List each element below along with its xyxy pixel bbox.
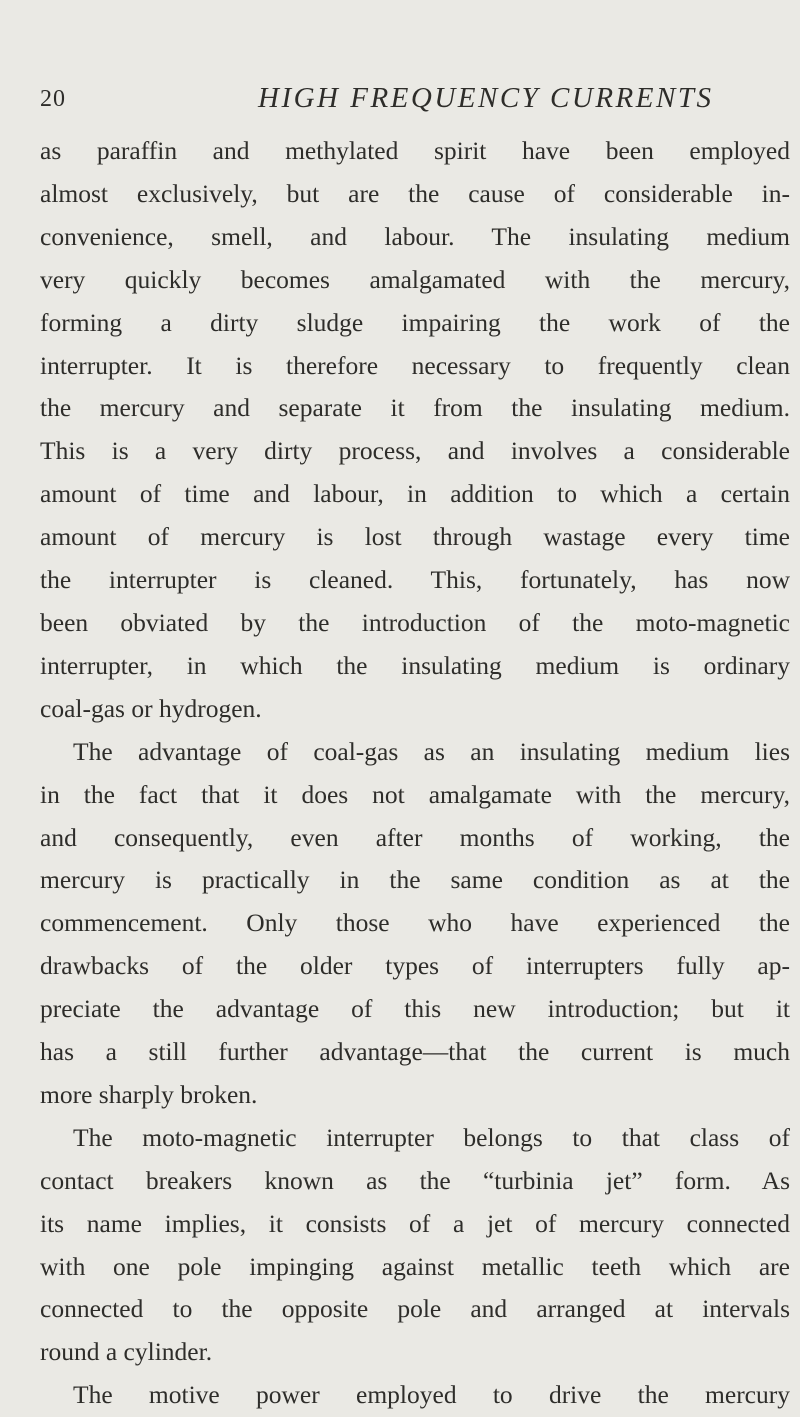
text-line: mercury is practically in the same condition as at the — [40, 865, 790, 895]
text-line: been obviated by the introduction of the moto-magnetic — [40, 607, 790, 637]
running-title: HIGH FREQUENCY CURRENTS — [258, 82, 714, 114]
text-line: coal-gas or hydrogen. — [40, 693, 262, 723]
text-line: forming a dirty sludge impairing the work of the — [40, 307, 790, 337]
text-line: the mercury and separate it from the insulating medium. — [40, 393, 790, 423]
paragraph-4 — [40, 1374, 790, 1417]
text-line: This is a very dirty process, and involves a considerable — [40, 436, 790, 466]
paragraph-1 — [40, 130, 790, 731]
text-line: preciate the advantage of this new introduction; but it — [40, 994, 790, 1024]
text-line: as paraffin and methylated spirit have been employed — [40, 136, 790, 165]
text-line: almost exclusively, but are the cause of considerable in- — [40, 178, 790, 208]
text-line: its name implies, it consists of a jet of mercury connected — [40, 1208, 790, 1238]
text-line: the interrupter is cleaned. This, fortunately, has now — [40, 565, 790, 595]
text-line: drawbacks of the older types of interrupters fully ap- — [40, 951, 790, 981]
page-number: 20 — [40, 86, 66, 112]
text-line: interrupter, in which the insulating medium is ordinary — [40, 650, 790, 680]
paragraph-3 — [40, 1117, 790, 1374]
text-line: has a still further advantage—that the current is much — [40, 1037, 790, 1067]
text-line: amount of mercury is lost through wastage every time — [40, 522, 790, 552]
text-line: contact breakers known as the “turbinia jet” form. As — [40, 1165, 790, 1195]
text-line: round a cylinder. — [40, 1337, 213, 1367]
text-line: The moto-magnetic interrupter belongs to that class of — [73, 1122, 790, 1152]
text-line: The motive power employed to drive the mercury — [73, 1380, 790, 1410]
text-line: commencement. Only those who have experienced the — [40, 908, 790, 938]
text-line: connected to the opposite pole and arranged at intervals — [40, 1294, 790, 1324]
text-line: and consequently, even after months of working, the — [40, 822, 790, 852]
body-text — [40, 130, 790, 1417]
text-line: The advantage of coal-gas as an insulating medium lies — [73, 736, 790, 766]
text-line: convenience, smell, and labour. The insulating medium — [40, 221, 790, 251]
text-line: amount of time and labour, in addition to which a certain — [40, 479, 790, 509]
text-line: more sharply broken. — [40, 1079, 258, 1109]
text-line: in the fact that it does not amalgamate with the mercury, — [40, 779, 790, 809]
paragraph-2 — [40, 731, 790, 1117]
text-line: with one pole impinging against metallic teeth which are — [40, 1251, 790, 1281]
text-line: interrupter. It is therefore necessary to frequently clean — [40, 350, 790, 380]
running-head — [40, 82, 800, 120]
text-line: very quickly becomes amalgamated with the mercury, — [40, 264, 790, 294]
